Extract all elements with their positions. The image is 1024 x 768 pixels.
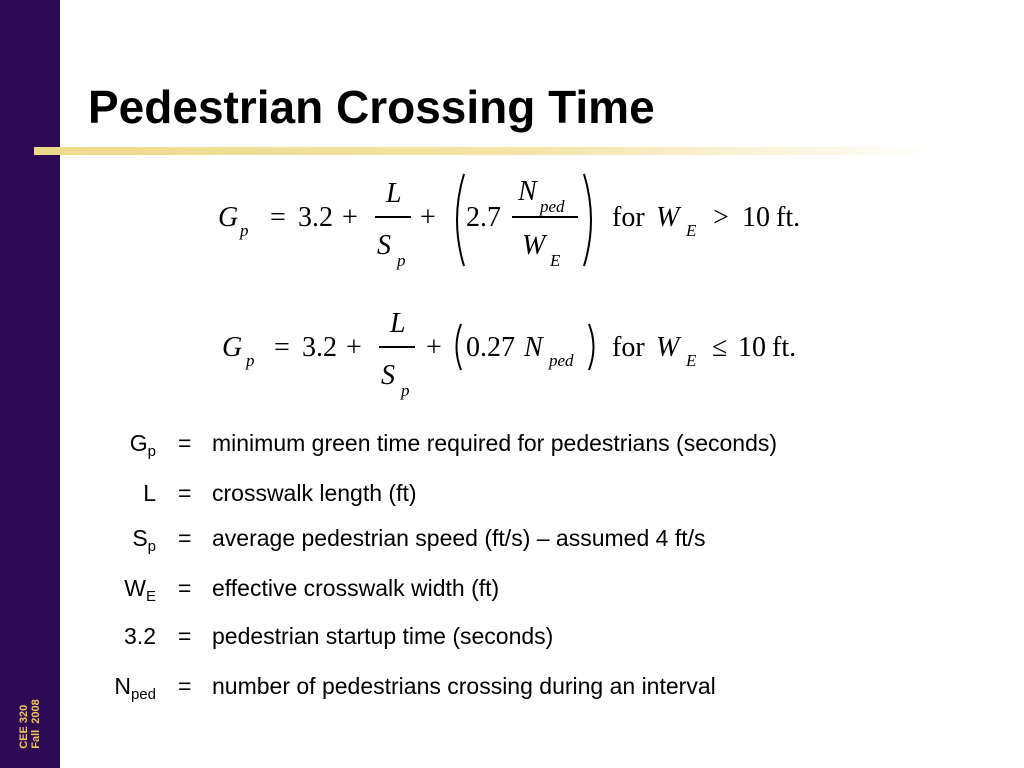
eq2-cond-value: 10 xyxy=(738,332,766,363)
eq1-inner-numerator: N xyxy=(518,176,537,207)
definition-row xyxy=(80,623,960,653)
definition-text: effective crosswalk width (ft) xyxy=(212,575,500,601)
eq1-constant: 3.2 xyxy=(298,202,333,233)
eq1-plus-1: + xyxy=(342,202,358,233)
eq1-coefficient: 2.7 xyxy=(466,202,501,233)
eq1-cond-value: 10 xyxy=(742,202,770,233)
eq1-inner-den-sub: E xyxy=(550,251,561,270)
eq2-right-paren xyxy=(586,322,600,372)
definition-symbol: $S_p$ xyxy=(132,525,156,555)
definition-equals: = xyxy=(178,480,192,506)
eq1-frac-denominator: S xyxy=(377,230,391,261)
eq1-equals: = xyxy=(270,202,286,233)
eq1-cond-operator: > xyxy=(713,202,729,233)
definition-equals: = xyxy=(178,673,192,699)
definition-row xyxy=(80,480,960,510)
course-label xyxy=(2,688,58,760)
definition-symbol: $N_{ped}$ xyxy=(114,673,156,703)
definition-row xyxy=(80,575,960,605)
definition-equals: = xyxy=(178,525,192,551)
eq1-frac-numerator: L xyxy=(386,178,402,209)
definition-row xyxy=(80,430,960,460)
definition-text: minimum green time required for pedestrians (seconds) xyxy=(212,430,778,456)
eq1-lhs-sub: p xyxy=(240,221,249,240)
definition-equals: = xyxy=(178,575,192,601)
eq2-coefficient: 0.27 xyxy=(466,332,515,363)
eq1-lhs: G xyxy=(218,202,239,233)
eq2-lhs-sub: p xyxy=(246,351,255,370)
eq2-left-paren xyxy=(450,322,464,372)
eq2-variable: N xyxy=(524,332,543,363)
definition-symbol: $G_p$ xyxy=(129,430,156,460)
definition-text: crosswalk length (ft) xyxy=(212,480,417,506)
eq1-cond-sub: E xyxy=(686,221,697,240)
eq1-left-paren xyxy=(448,172,468,268)
eq2-cond-operator: ≤ xyxy=(712,332,728,363)
eq1-inner-num-sub: ped xyxy=(540,197,565,216)
eq1-cond-var: W xyxy=(656,202,680,233)
eq2-frac-denominator: S xyxy=(381,360,395,391)
eq1-cond-unit: ft. xyxy=(776,202,801,233)
eq1-right-paren xyxy=(580,172,600,268)
eq1-fraction-bar xyxy=(375,216,411,218)
course-label-text: CEE 320 Fall 2008 xyxy=(18,699,42,749)
eq2-for: for xyxy=(612,332,645,363)
eq2-plus-1: + xyxy=(346,332,362,363)
eq2-plus-2: + xyxy=(426,332,442,363)
eq2-fraction-bar xyxy=(379,346,415,348)
eq1-for: for xyxy=(612,202,645,233)
eq2-constant: 3.2 xyxy=(302,332,337,363)
eq2-frac-den-sub: p xyxy=(401,381,410,400)
definition-symbol: 3.2 xyxy=(124,623,156,649)
sidebar xyxy=(0,0,60,768)
eq2-frac-numerator: L xyxy=(390,308,406,339)
eq1-inner-denominator: W xyxy=(522,230,546,261)
definition-equals: = xyxy=(178,623,192,649)
definition-row xyxy=(80,673,960,703)
eq2-cond-unit: ft. xyxy=(772,332,797,363)
definition-symbol: $W_E$ xyxy=(124,575,156,605)
title-underline xyxy=(34,147,944,155)
definition-symbol: L xyxy=(143,480,156,506)
eq2-lhs: G xyxy=(222,332,243,363)
definition-text: average pedestrian speed (ft/s) – assumed 4 ft/s xyxy=(212,525,706,551)
definition-text: number of pedestrians crossing during an interval xyxy=(212,673,716,699)
definition-text: pedestrian startup time (seconds) xyxy=(212,623,554,649)
definition-equals: = xyxy=(178,430,192,456)
eq2-cond-var: W xyxy=(656,332,680,363)
eq2-variable-sub: ped xyxy=(549,351,574,370)
definition-row xyxy=(80,525,960,555)
eq1-inner-fraction-bar xyxy=(512,216,578,218)
eq1-frac-den-sub: p xyxy=(397,251,406,270)
eq2-cond-sub: E xyxy=(686,351,697,370)
eq2-equals: = xyxy=(274,332,290,363)
slide-title: Pedestrian Crossing Time xyxy=(88,81,655,133)
eq1-plus-2: + xyxy=(420,202,436,233)
